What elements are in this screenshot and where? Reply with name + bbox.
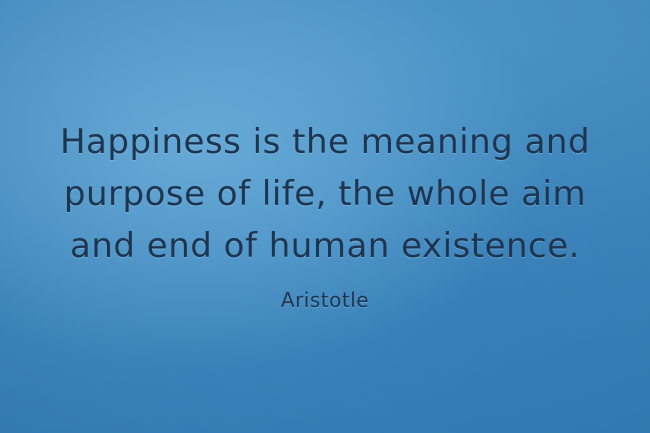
quote-text <box>0 116 650 272</box>
quote-author: Aristotle <box>280 288 370 312</box>
quote-line-3: and end of human existence. <box>70 226 580 266</box>
quote-line-1: Happiness is the meaning and <box>59 122 591 162</box>
quote-line-2: purpose of life, the whole aim <box>63 174 587 214</box>
